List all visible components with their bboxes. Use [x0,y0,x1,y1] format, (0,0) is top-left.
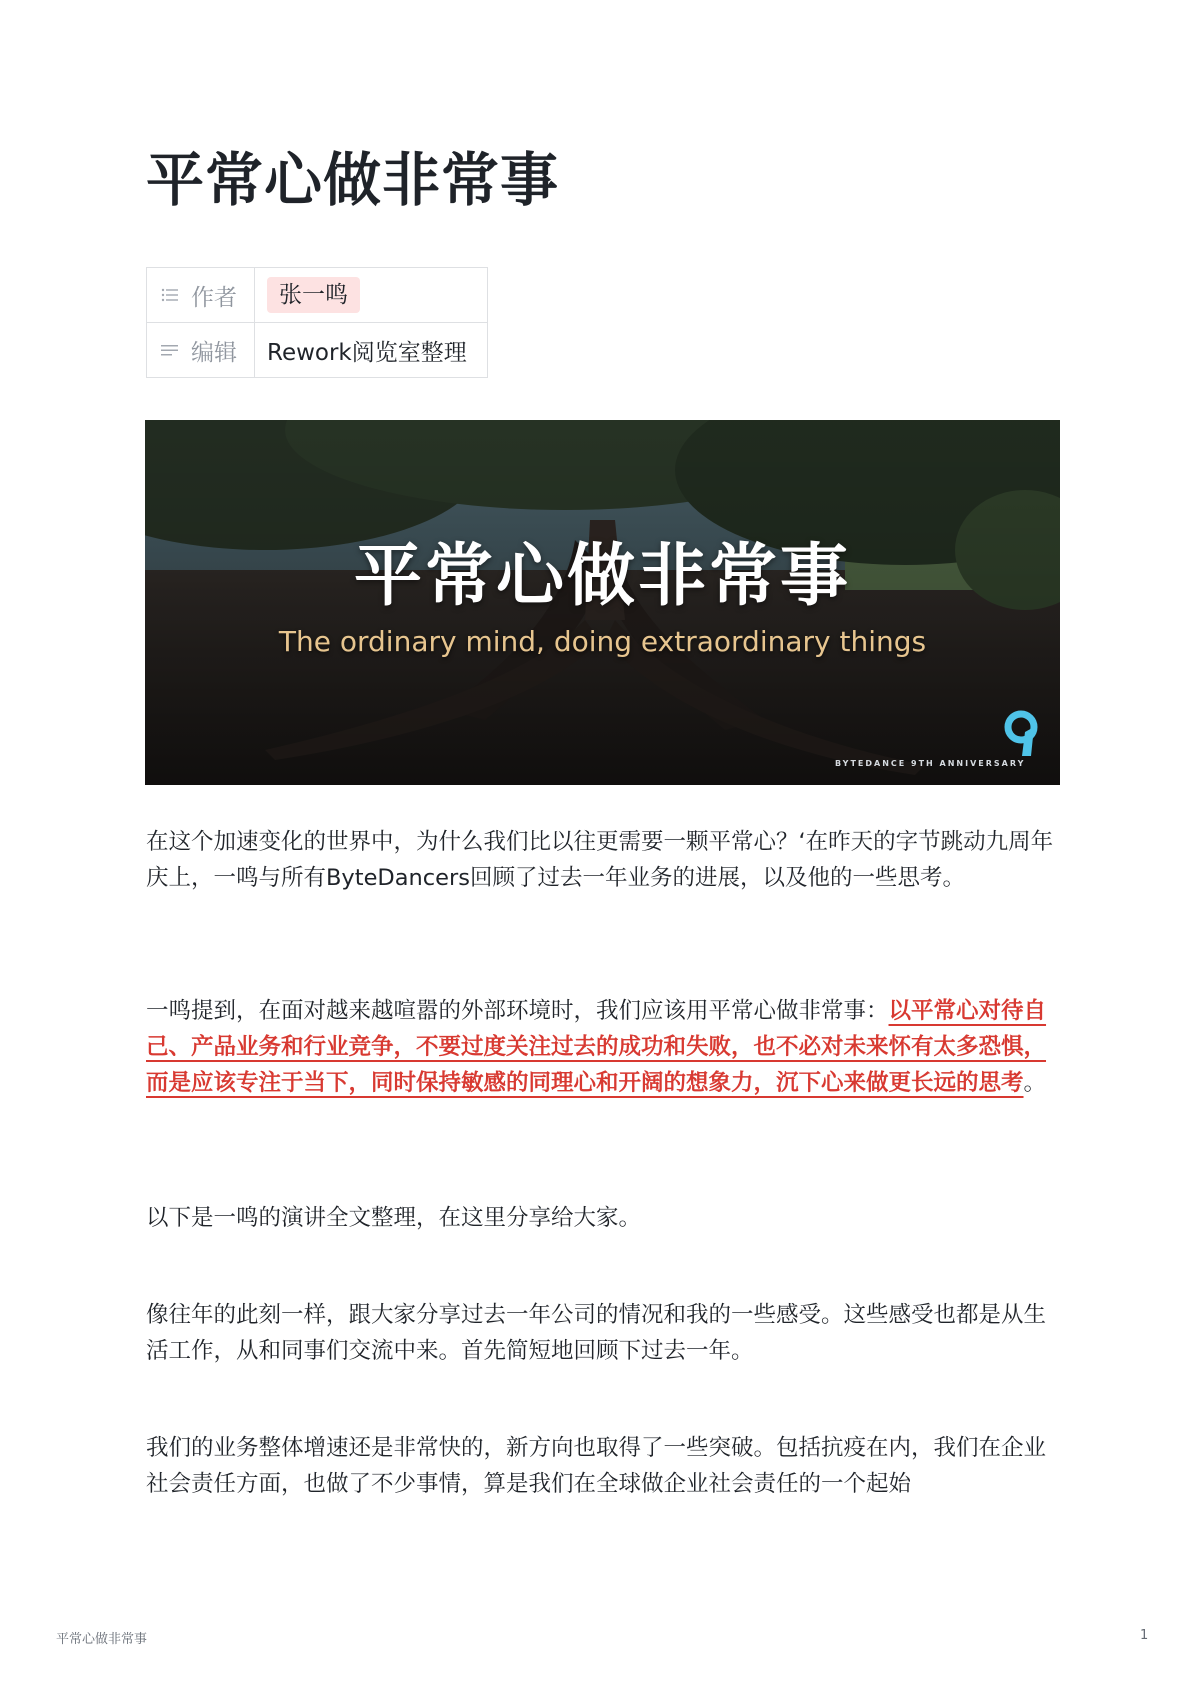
key-message-highlight: 以平常心对待自己、产品业务和行业竞争，不要过度关注过去的成功和失败，也不必对未来怀有太多恐惧，而是应该专注于当下，同时保持敏感的同理心和开阔的想象力，沉下心来做更长远的思考 [146,998,1047,1096]
footer-page-number: 1 [1140,1628,1149,1643]
paragraph-transition: 以下是一鸣的演讲全文整理，在这里分享给大家。 [146,1205,642,1231]
property-key-editor: 编辑 [191,339,237,366]
page-title: 平常心做非常事 [146,146,560,214]
banner-image [145,420,1060,785]
paragraph-key-message [146,993,1056,1101]
properties-table [146,267,488,378]
paragraph-business-review: 我们的业务整体增速还是非常快的，新方向也取得了一些突破。包括抗疫在内，我们在企业社会责任方面，也做了不少事情，算是我们在全球做企业社会责任的一个起始 [146,1435,1047,1497]
property-value-editor[interactable]: Rework阅览室整理 [255,323,488,378]
property-row-author [147,268,488,323]
banner-subtitle: The ordinary mind, doing extraordinary things [278,625,927,658]
paragraph-intro: 在这个加速变化的世界中，为什么我们比以往更需要一颗平常心？‘在昨天的字节跳动九周年庆上，一鸣与所有ByteDancers回顾了过去一年业务的进展，以及他的一些思考。 [146,829,1054,891]
author-tag[interactable]: 张一鸣 [267,277,360,313]
paragraph-reflection: 像往年的此刻一样，跟大家分享过去一年公司的情况和我的一些感受。这些感受也都是从生活工作，从和同事们交流中来。首先简短地回顾下过去一年。 [146,1302,1047,1364]
property-key-author: 作者 [191,284,237,311]
footer-doc-title: 平常心做非常事 [56,1632,148,1647]
property-value-cell[interactable] [255,268,488,323]
property-key-cell [147,268,255,323]
banner-title: 平常心做非常事 [353,537,851,616]
list-icon [161,287,179,303]
key-message-tail: 。 [1023,1070,1047,1096]
property-key-cell [147,323,255,378]
property-row-editor [147,323,488,378]
key-message-lead: 一鸣提到，在面对越来越喧嚣的外部环境时，我们应该用平常心做非常事： [146,998,889,1024]
text-lines-icon [161,342,179,358]
anniversary-nine-logo [1001,710,1041,760]
anniversary-label: BYTEDANCE 9TH ANNIVERSARY [835,759,1026,768]
